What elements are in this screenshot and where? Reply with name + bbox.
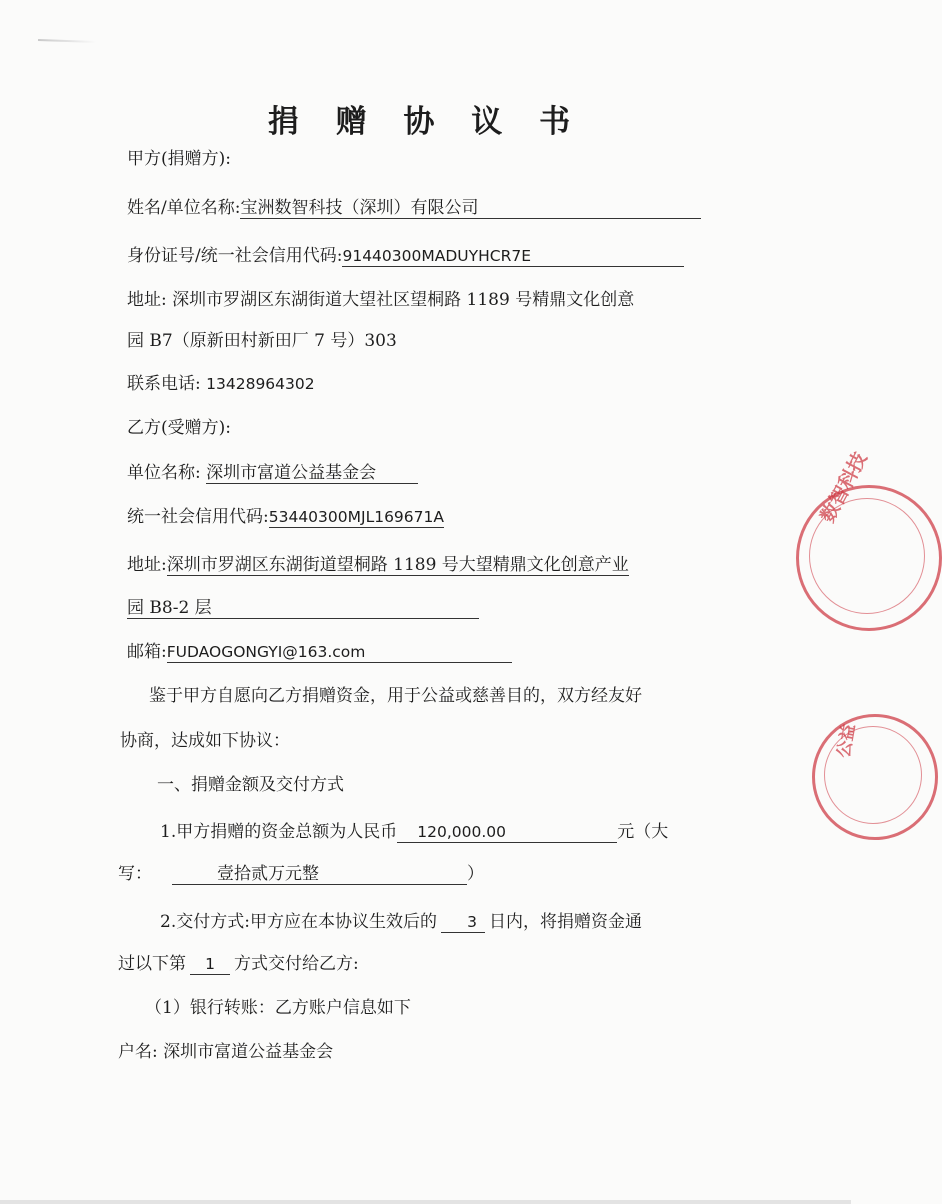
account-name-label: 户名:	[118, 1042, 158, 1062]
party-b-address-line2: 园 B8-2 层	[127, 598, 479, 619]
party-b-address-line2-row	[127, 596, 479, 620]
party-b-address-label: 地址:	[127, 555, 167, 575]
party-b-address-line1: 深圳市罗湖区东湖街道望桐路 1189 号大望精鼎文化创意产业	[166, 555, 629, 575]
clause-1-row	[160, 820, 668, 844]
foundation-seal-text: 公益	[833, 722, 860, 760]
party-b-email-row	[127, 640, 512, 664]
clause-1-caps-label: 写：	[118, 864, 152, 884]
party-b-heading: 乙方(受赠方):	[127, 418, 231, 438]
party-b-name-row	[127, 461, 418, 485]
company-seal-text: 数智科技	[816, 448, 872, 527]
clause-2-line2-prefix: 过以下第	[118, 954, 186, 974]
preamble-line2: 协商，达成如下协议：	[120, 731, 290, 751]
party-a-address-line2: 园 B7（原新田村新田厂 7 号）303	[127, 331, 397, 351]
clause-2-middle: 日内，将捐赠资金通	[488, 912, 642, 932]
clause-1-close: ）	[467, 864, 484, 884]
scan-artifact	[38, 39, 96, 43]
party-b-email-label: 邮箱:	[127, 642, 167, 662]
company-seal-stamp	[796, 448, 942, 631]
party-a-name-value: 宝洲数智科技（深圳）有限公司	[240, 198, 701, 219]
party-a-phone-row	[127, 372, 315, 396]
party-a-name-row	[127, 196, 701, 220]
clause-2-prefix: 2.交付方式:甲方应在本协议生效后的	[160, 912, 437, 932]
preamble-line1: 鉴于甲方自愿向乙方捐赠资金，用于公益或慈善目的，双方经友好	[149, 686, 642, 706]
party-b-email-value: FUDAOGONGYI@163.com	[167, 642, 512, 663]
clause-2-row	[160, 910, 642, 934]
party-a-phone-label: 联系电话:	[127, 374, 201, 394]
document-title: 捐 赠 协 议 书	[267, 104, 584, 140]
party-b-code-label: 统一社会信用代码:	[127, 507, 269, 527]
bank-transfer-heading: （1）银行转账：乙方账户信息如下	[145, 998, 411, 1018]
clause-1-caps-value: 壹拾贰万元整	[172, 864, 467, 885]
party-b-name-value: 深圳市富道公益基金会	[206, 463, 418, 484]
party-b-code-value: 53440300MJL169671A	[268, 508, 444, 526]
section-1-heading: 一、捐赠金额及交付方式	[157, 775, 344, 795]
party-a-id-label: 身份证号/统一社会信用代码:	[127, 246, 343, 266]
clause-2-line2-suffix: 方式交付给乙方:	[234, 954, 359, 974]
account-name-row	[118, 1040, 333, 1064]
party-a-id-row	[127, 244, 684, 268]
party-a-address-label: 地址:	[127, 290, 167, 310]
foundation-seal-stamp	[812, 714, 938, 840]
account-name-value: 深圳市富道公益基金会	[163, 1042, 334, 1062]
party-b-code-row	[127, 505, 444, 529]
party-a-phone-value: 13428964302	[206, 375, 315, 393]
clause-1-prefix: 1.甲方捐赠的资金总额为人民币	[160, 822, 398, 842]
party-a-address-line1: 深圳市罗湖区东湖街道大望社区望桐路 1189 号精鼎文化创意	[172, 290, 635, 310]
party-a-heading: 甲方(捐赠方):	[127, 149, 231, 169]
party-a-id-value: 91440300MADUYHCR7E	[342, 246, 684, 267]
clause-1-amount: 120,000.00	[397, 822, 617, 843]
party-a-address-row	[127, 288, 634, 312]
party-b-address-row	[127, 553, 629, 577]
party-a-name-label: 姓名/单位名称:	[127, 198, 241, 218]
clause-1-caps-row	[118, 862, 484, 886]
clause-1-suffix: 元（大	[617, 822, 669, 842]
clause-2-line2-row	[118, 952, 359, 976]
party-b-name-label: 单位名称:	[127, 463, 201, 483]
clause-2-method: 1	[190, 954, 230, 975]
scan-bottom-edge	[0, 1200, 851, 1204]
clause-2-days: 3	[441, 912, 485, 933]
